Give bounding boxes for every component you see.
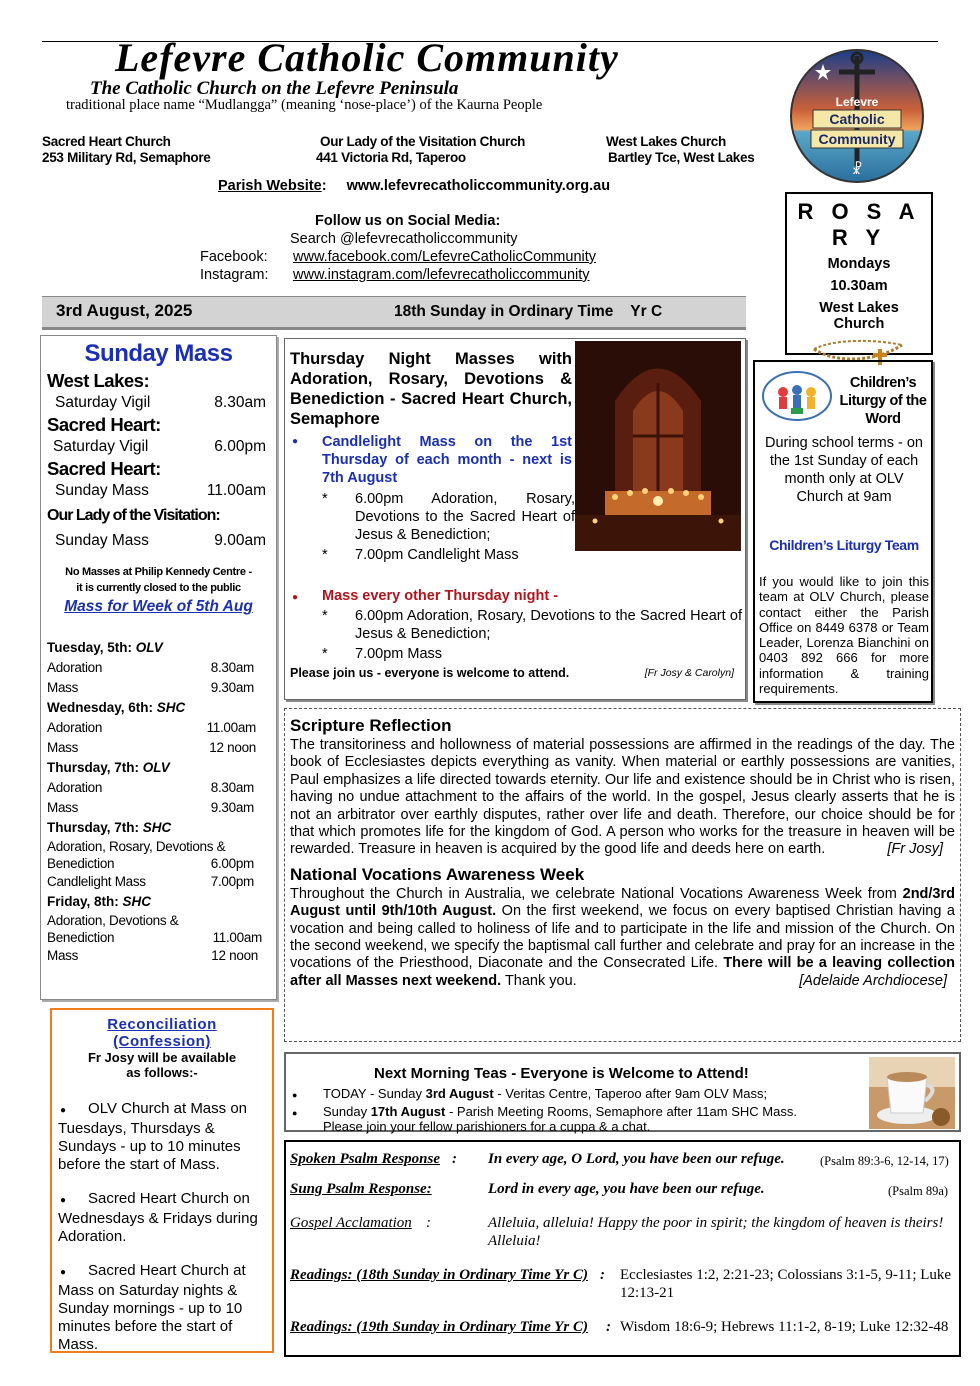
reconciliation-title: Reconciliation	[107, 1016, 217, 1033]
website-link[interactable]: www.lefevrecatholiccommunity.org.au	[346, 178, 611, 194]
thursday-item: * 7.00pm Mass	[322, 646, 443, 662]
mass-time: 11.00am	[206, 482, 266, 499]
weekday-header: Thursday, 7th: OLV	[47, 760, 170, 775]
weekday-row: Adoration 8.30am	[47, 780, 254, 795]
parish-website: Parish Website: www.lefevrecatholiccommunity.org.au	[218, 178, 611, 194]
vocations-title: National Vocations Awareness Week	[290, 864, 585, 884]
readings-18th-text: Ecclesiastes 1:2, 2:21-23; Colossians 3:1-5, 9-11; Luke 12:13-21	[620, 1267, 952, 1301]
readings-19th-label: Readings: (19th Sunday in Ordinary Time Yr C)	[290, 1319, 588, 1335]
facebook-row	[200, 248, 596, 266]
thursday-masses-box	[284, 338, 746, 700]
facebook-link[interactable]: www.facebook.com/LefevreCatholicCommunity	[293, 249, 597, 265]
page-subtitle: The Catholic Church on the Lefevre Peninsula	[90, 78, 459, 99]
reconciliation-item: ● OLV Church at Mass on Tuesdays, Thursdays & Sundays - up to 10 minutes before the start of Mass.	[58, 1100, 248, 1173]
thursday-item: * 7.00pm Candlelight Mass	[322, 547, 519, 563]
teas-title: Next Morning Teas - Everyone is Welcome to Attend!	[374, 1065, 749, 1082]
social-title: Follow us on Social Media:	[315, 213, 501, 229]
candlelight-church-photo	[575, 341, 741, 551]
mass-church: Our Lady of the Visitation:	[47, 507, 220, 524]
traditional-name: traditional place name “Mudlangga” (meaning ‘nose-place’) of the Kaurna People	[66, 97, 543, 113]
mass-times-box	[40, 335, 277, 1000]
mass-label: Sunday Mass	[55, 482, 149, 499]
mass-church: Sacred Heart:	[47, 414, 161, 435]
reconciliation-item: ● Sacred Heart Church at Mass on Saturday nights & Sunday mornings - up to 10 minutes before the start of Mass.	[58, 1262, 246, 1353]
rosary-place1: West Lakes	[819, 300, 899, 316]
teas-line: ● Sunday 17th August - Parish Meeting Rooms, Semaphore after 11am SHC Mass.	[292, 1104, 797, 1119]
spoken-psalm-ref: (Psalm 89:3-6, 12-14, 17)	[820, 1154, 949, 1168]
weekday-header: Tuesday, 5th: OLV	[47, 640, 163, 655]
spoken-psalm-label: Spoken Psalm Response	[290, 1151, 441, 1167]
liturgical-sunday: 18th Sunday in Ordinary Time Yr C	[394, 303, 663, 320]
rosary-time: 10.30am	[830, 278, 888, 294]
weekday-header: Thursday, 7th: SHC	[47, 820, 172, 835]
childrens-liturgy-text: During school terms - on the 1st Sunday of each month only at OLV Church at 9am	[765, 435, 923, 505]
community-logo	[783, 46, 931, 186]
mass-row	[47, 436, 270, 458]
svg-text:☧: ☧	[851, 163, 863, 178]
logo-line3: Community	[818, 131, 896, 147]
mass-row	[47, 392, 270, 414]
reconciliation-sub2: as follows:-	[126, 1065, 198, 1080]
gospel-acclamation-colon: :	[426, 1215, 431, 1231]
thursday-title: Thursday Night Masses with Adoration, Rosary, Devotions & Benediction - Sacred Heart Church, Semaphore	[290, 350, 572, 428]
readings-18th-colon: :	[600, 1267, 605, 1283]
thursday-item: * 6.00pm Adoration, Rosary, Devotions to the Sacred Heart of Jesus & Benediction;	[322, 491, 575, 543]
mass-time: 8.30am	[214, 394, 266, 411]
weekday-row: Adoration 8.30am	[47, 660, 254, 675]
weekday-row: Candlelight Mass 7.00pm	[47, 874, 254, 889]
readings-19th-text: Wisdom 18:6-9; Hebrews 11:1-2, 8-19; Luke 12:32-48	[620, 1319, 949, 1335]
confession-title: (Confession)	[113, 1033, 211, 1050]
weekday-row: Benediction 11.00am	[47, 930, 262, 945]
readings-box	[284, 1140, 961, 1357]
weekday-row: Mass 12 noon	[47, 948, 258, 963]
morning-teas-box	[284, 1052, 961, 1132]
social-search: Search @lefevrecatholiccommunity	[290, 231, 518, 247]
mass-time: 6.00pm	[214, 438, 266, 455]
weekday-header: Friday, 8th: SHC	[47, 894, 152, 909]
reconciliation-box	[50, 1008, 274, 1353]
teas-line: ● TODAY - Sunday 3rd August - Veritas Centre, Taperoo after 9am OLV Mass;	[292, 1086, 768, 1101]
sung-psalm-text: Lord in every age, you have been our refuge.	[488, 1181, 765, 1197]
scripture-reflection-box	[284, 708, 961, 1042]
childrens-liturgy-logo-icon	[761, 370, 833, 422]
weekday-row: Mass 12 noon	[47, 740, 256, 755]
church-west-lakes	[606, 134, 754, 166]
reconciliation-sub1: Fr Josy will be available	[87, 1050, 237, 1065]
childrens-liturgy-box	[753, 360, 933, 703]
mass-label: Saturday Vigil	[53, 438, 149, 455]
thursday-item: * 6.00pm Adoration, Rosary, Devotions to the Sacred Heart of Jesus & Benediction;	[322, 608, 742, 642]
rosary-day: Mondays	[827, 256, 891, 272]
scripture-attribution: [Fr Josy]	[887, 841, 943, 858]
childrens-liturgy-join: If you would like to join this team at OLV Church, please contact either the Parish Office on 8449 6378 or Team Leader, Lorenza Bianchini on 0403 892 666 for more information & training requirements.	[759, 574, 929, 697]
weekday-row: Mass 9.30am	[47, 680, 254, 695]
thursday-bullet-candlelight: ● Candlelight Mass on the 1st Thursday of each month - next is 7th August	[292, 434, 572, 486]
weekday-row: Adoration 11.00am	[47, 720, 256, 735]
scripture-title: Scripture Reflection	[290, 716, 452, 735]
instagram-link[interactable]: www.instagram.com/lefevrecatholiccommunity	[293, 267, 590, 283]
mass-church: Sacred Heart:	[47, 458, 161, 479]
instagram-row	[200, 266, 596, 284]
weekday-row: Mass 9.30am	[47, 800, 254, 815]
mass-church: West Lakes:	[47, 370, 150, 391]
mass-row	[47, 480, 270, 502]
readings-19th-colon: :	[606, 1319, 611, 1335]
pkc-note-line1: No Masses at Philip Kennedy Centre -	[65, 566, 252, 578]
page-title: Lefevre Catholic Community	[115, 35, 619, 80]
scripture-body: The transitoriness and hollowness of material possessions are affirmed in the readings of the day. The book of Ecclesiastes depicts everything as vanity. When material or earthly possessions are vanities, Paul emphasizes a life directed towards eternity. Our life and existence should be in Christ who is risen, having no undue attachment to the affairs of the world. In the gospel, Jesus clearly asserts that he is not an arbitrator over earthly disputes, rather over life and death. Therefore, our choice should be for that which promotes life for the kingdom of God. A person who works for the treasure in heaven will be rewarded. Treasure in heaven is acquired by the good life and deeds here on earth. [Fr Josy]	[290, 737, 955, 858]
thursday-credit: [Fr Josy & Carolyn]	[644, 667, 734, 679]
spoken-psalm-colon: :	[452, 1151, 457, 1167]
week-mass-link[interactable]: Mass for Week of 5th Aug	[64, 598, 253, 615]
mass-time: 9.00am	[214, 532, 266, 549]
church-address: Bartley Tce, West Lakes	[608, 150, 755, 165]
childrens-liturgy-heading: Children’s Liturgy of the Word	[839, 375, 927, 427]
vocations-attribution: [Adelaide Archdiocese]	[799, 972, 947, 989]
website-label: Parish Website	[218, 178, 322, 194]
weekday-row: Benediction 6.00pm	[47, 856, 254, 871]
church-name: West Lakes Church	[606, 134, 726, 149]
rosary-title: R O S A R Y	[797, 199, 921, 250]
teas-line: Please join your fellow parishioners for a cuppa & a chat.	[323, 1119, 651, 1134]
mass-label: Sunday Mass	[55, 532, 149, 549]
vocations-body: Throughout the Church in Australia, we celebrate National Vocations Awareness Week from 2nd/3rd August until 9th/10th August. On the first weekend, we focus on every baptised Christian having a vocation and being called to holiness of life and to participate in the life and mission of the Church. On the second weekend, we specify the baptismal call further and celebrate and pray for an increase in the vocations of the Priesthood, Diaconate and the Consecrated Life. There will be a leaving collection after all Masses next weekend. Thank you. [Adelaide Archdiocese]	[290, 885, 955, 989]
pkc-note	[47, 564, 270, 596]
logo-line2: Catholic	[829, 111, 885, 127]
mass-row	[47, 530, 270, 552]
instagram-label: Instagram:	[200, 267, 269, 283]
church-address: 441 Victoria Rd, Taperoo	[316, 150, 466, 165]
weekday-row-label: Adoration, Rosary, Devotions &	[47, 839, 226, 854]
church-sacred-heart	[42, 134, 211, 166]
readings-18th-label: Readings: (18th Sunday in Ordinary Time Yr C)	[290, 1267, 588, 1283]
sung-psalm-label: Sung Psalm Response:	[290, 1181, 432, 1197]
childrens-liturgy-team: Children’s Liturgy Team	[769, 537, 919, 553]
coffee-cup-icon	[869, 1057, 955, 1129]
thursday-bullet-every-other: ● Mass every other Thursday night -	[292, 588, 559, 604]
weekday-header: Wednesday, 6th: SHC	[47, 700, 186, 715]
church-name: Our Lady of the Visitation Church	[320, 134, 526, 149]
mass-label: Saturday Vigil	[55, 394, 151, 411]
logo-line1: Lefevre	[835, 95, 879, 109]
facebook-label: Facebook:	[200, 249, 268, 265]
thursday-footer: Please join us - everyone is welcome to attend. [Fr Josy & Carolyn]	[290, 666, 734, 680]
sunday-mass-title: Sunday Mass	[84, 340, 233, 367]
gospel-acclamation-label: Gospel Acclamation	[290, 1215, 412, 1231]
weekday-schedule	[47, 638, 270, 966]
rosary-place2: Church	[833, 316, 885, 332]
rosary-box	[785, 192, 933, 355]
reconciliation-item: ● Sacred Heart Church on Wednesdays & Fridays during Adoration.	[58, 1190, 258, 1245]
church-address: 253 Military Rd, Semaphore	[42, 150, 211, 165]
social-media	[200, 212, 596, 284]
church-olv	[316, 134, 525, 166]
weekday-row-label: Adoration, Devotions &	[47, 913, 179, 928]
church-name: Sacred Heart Church	[42, 134, 171, 149]
sung-psalm-ref: (Psalm 89a)	[888, 1184, 949, 1198]
date-bar	[42, 296, 746, 330]
bulletin-date: 3rd August, 2025	[56, 301, 193, 320]
pkc-note-line2: it is currently closed to the public	[76, 582, 241, 594]
gospel-acclamation-text: Alleluia, alleluia! Happy the poor in spirit; the kingdom of heaven is theirs! Alleluia!	[488, 1215, 944, 1249]
spoken-psalm-text: In every age, O Lord, you have been our refuge.	[488, 1151, 785, 1167]
